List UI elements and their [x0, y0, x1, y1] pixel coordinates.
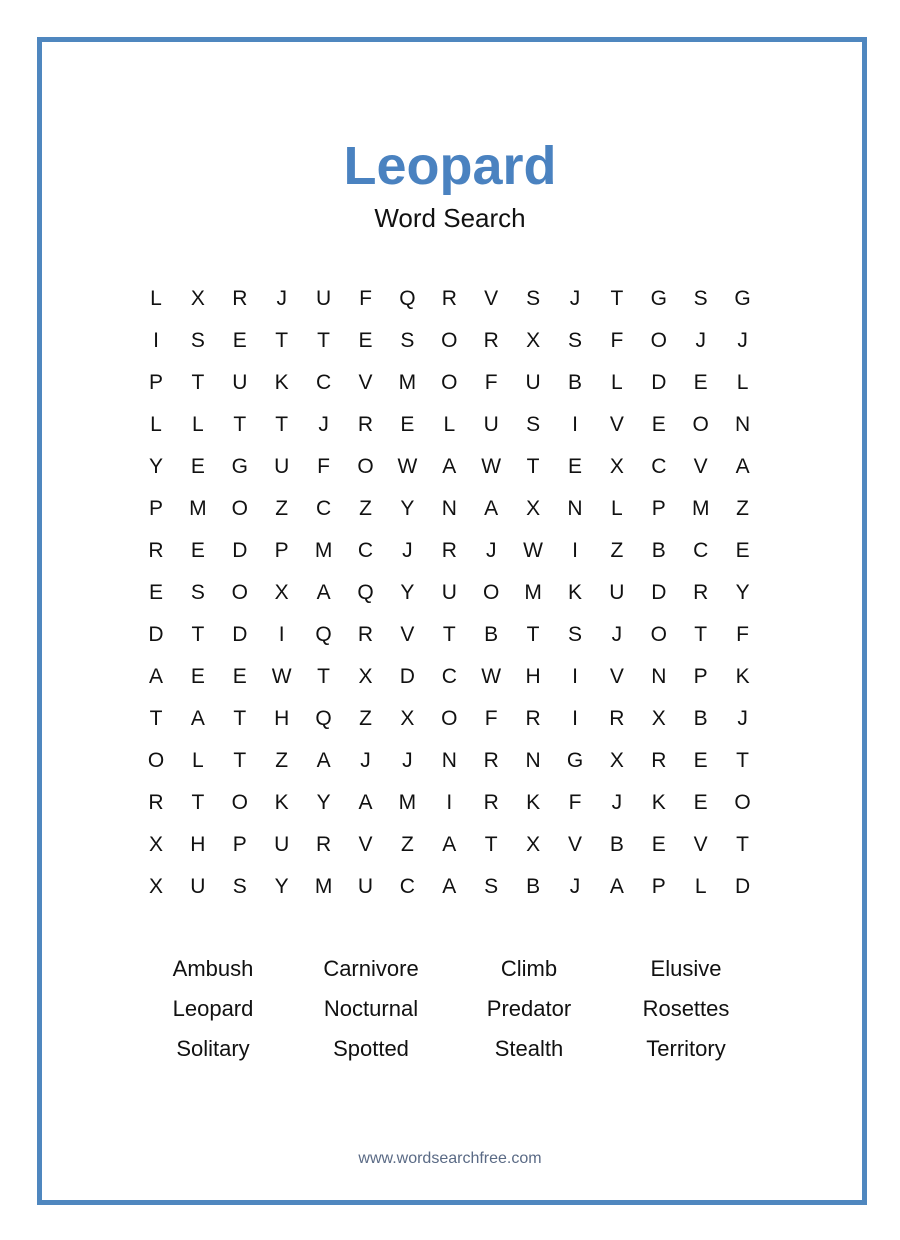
grid-letter[interactable]: T — [191, 623, 205, 646]
word-list-item: Elusive — [650, 956, 722, 981]
grid-letter[interactable]: B — [609, 833, 624, 856]
grid-letter[interactable]: C — [651, 455, 667, 478]
grid-letter[interactable]: D — [651, 371, 667, 394]
grid-letter[interactable]: J — [737, 329, 748, 352]
grid-letter[interactable]: H — [190, 833, 206, 856]
word-list-item: Leopard — [172, 996, 254, 1021]
grid-letter[interactable]: R — [651, 749, 667, 772]
grid-letter[interactable]: M — [189, 497, 207, 520]
grid-letter[interactable]: E — [693, 791, 708, 814]
grid-letter[interactable]: P — [148, 497, 163, 520]
grid-letter[interactable]: T — [233, 413, 247, 436]
grid-letter[interactable]: L — [694, 875, 707, 898]
grid-letter[interactable]: E — [651, 413, 666, 436]
puzzle-title: Leopard — [343, 136, 557, 196]
grid-letter[interactable]: T — [736, 833, 749, 856]
grid-letter[interactable]: T — [275, 329, 289, 352]
grid-letter[interactable]: R — [148, 791, 164, 814]
grid-letter[interactable]: Z — [359, 707, 372, 730]
grid-letter[interactable]: A — [358, 791, 373, 814]
grid-letter[interactable]: U — [274, 833, 290, 856]
word-list-item: Territory — [646, 1036, 726, 1061]
grid-letter[interactable]: E — [190, 455, 205, 478]
grid-letter[interactable]: I — [572, 707, 578, 730]
grid-letter[interactable]: X — [609, 749, 624, 772]
grid-letter[interactable]: T — [526, 623, 540, 646]
grid-letter[interactable]: R — [483, 749, 499, 772]
grid-letter[interactable]: S — [232, 875, 247, 898]
grid-letter[interactable]: A — [148, 665, 163, 688]
puzzle-subtitle: Word Search — [374, 203, 526, 233]
grid-letter[interactable]: O — [231, 581, 248, 604]
grid-letter[interactable]: U — [525, 371, 541, 394]
grid-letter[interactable]: V — [358, 833, 373, 856]
grid-letter[interactable]: A — [316, 749, 331, 772]
word-list-item: Rosettes — [642, 996, 730, 1021]
grid-letter[interactable]: Q — [315, 623, 332, 646]
grid-letter[interactable]: N — [735, 413, 751, 436]
grid-letter[interactable]: L — [611, 371, 623, 394]
grid-letter[interactable]: P — [651, 875, 666, 898]
grid-letter[interactable]: J — [611, 791, 623, 814]
grid-letter[interactable]: C — [441, 665, 457, 688]
grid-letter[interactable]: E — [358, 329, 373, 352]
grid-letter[interactable]: F — [317, 455, 330, 478]
grid-letter[interactable]: L — [192, 413, 204, 436]
grid-letter[interactable]: S — [190, 329, 205, 352]
grid-letter[interactable]: V — [693, 833, 708, 856]
grid-letter[interactable]: J — [485, 539, 497, 562]
grid-letter[interactable]: I — [572, 539, 578, 562]
grid-letter[interactable]: O — [734, 791, 751, 814]
grid-letter[interactable]: J — [318, 413, 329, 436]
grid-letter[interactable]: H — [525, 665, 541, 688]
grid-letter[interactable]: U — [190, 875, 206, 898]
grid-letter[interactable]: I — [572, 413, 578, 436]
grid-letter[interactable]: N — [525, 749, 541, 772]
grid-letter[interactable]: X — [526, 833, 541, 856]
grid-letter[interactable]: W — [481, 455, 502, 478]
grid-letter[interactable]: D — [232, 623, 248, 646]
word-list-item: Ambush — [172, 956, 254, 981]
word-list-item: Climb — [500, 956, 558, 981]
grid-letter[interactable]: I — [153, 329, 159, 352]
grid-letter[interactable]: I — [446, 791, 453, 814]
grid-letter[interactable]: F — [484, 371, 498, 394]
grid-letter[interactable]: S — [400, 329, 415, 352]
grid-letter[interactable]: G — [650, 287, 667, 310]
word-list-item: Spotted — [333, 1036, 409, 1061]
grid-letter[interactable]: F — [568, 791, 582, 814]
grid-letter[interactable]: D — [148, 623, 164, 646]
grid-letter[interactable]: J — [276, 287, 287, 310]
grid-letter[interactable]: V — [609, 413, 624, 436]
grid-letter[interactable]: J — [569, 875, 581, 898]
grid-letter[interactable]: S — [190, 581, 205, 604]
grid-letter[interactable]: D — [232, 539, 248, 562]
grid-letter[interactable]: O — [441, 371, 458, 394]
grid-letter[interactable]: Y — [316, 791, 331, 814]
grid-letter[interactable]: X — [400, 707, 415, 730]
grid-letter[interactable]: V — [609, 665, 624, 688]
grid-letter[interactable]: A — [484, 497, 499, 520]
grid-letter[interactable]: K — [567, 581, 582, 604]
grid-letter[interactable]: C — [399, 875, 415, 898]
grid-letter[interactable]: P — [148, 371, 163, 394]
grid-letter[interactable]: O — [231, 497, 248, 520]
grid-letter[interactable]: O — [231, 791, 248, 814]
grid-letter[interactable]: A — [442, 833, 457, 856]
grid-letter[interactable]: C — [316, 497, 332, 520]
grid-letter[interactable]: B — [484, 623, 499, 646]
grid-letter[interactable]: R — [441, 287, 457, 310]
grid-letter[interactable]: T — [317, 329, 330, 352]
grid-letter[interactable]: M — [398, 791, 417, 814]
grid-letter[interactable]: E — [190, 539, 205, 562]
grid-letter[interactable]: N — [441, 749, 457, 772]
grid-letter[interactable]: A — [190, 707, 205, 730]
grid-letter[interactable]: D — [735, 875, 751, 898]
grid-letter[interactable]: K — [651, 791, 666, 814]
grid-letter[interactable]: V — [567, 833, 582, 856]
grid-letter[interactable]: T — [317, 665, 330, 688]
grid-letter[interactable]: A — [442, 455, 457, 478]
grid-letter[interactable]: W — [271, 665, 292, 688]
grid-letter[interactable]: O — [147, 749, 165, 772]
grid-letter[interactable]: X — [651, 707, 666, 730]
grid-letter[interactable]: I — [572, 665, 578, 688]
grid-letter[interactable]: J — [695, 329, 706, 352]
word-list-item: Stealth — [494, 1036, 564, 1061]
grid-letter[interactable]: R — [525, 707, 541, 730]
grid-letter[interactable]: K — [735, 665, 750, 688]
grid-letter[interactable]: S — [567, 329, 582, 352]
grid-letter[interactable]: T — [736, 749, 749, 772]
grid-letter[interactable]: C — [316, 371, 332, 394]
grid-letter[interactable]: S — [693, 287, 708, 310]
grid-letter[interactable]: R — [483, 329, 499, 352]
grid-letter[interactable]: F — [736, 623, 749, 646]
grid-letter[interactable]: X — [274, 581, 289, 604]
grid-letter[interactable]: K — [274, 371, 289, 394]
grid-letter[interactable]: U — [357, 875, 374, 898]
grid-letter[interactable]: N — [651, 665, 667, 688]
grid-letter[interactable]: E — [232, 665, 247, 688]
grid-letter[interactable]: B — [693, 707, 708, 730]
grid-letter[interactable]: L — [611, 497, 623, 520]
grid-letter[interactable]: M — [314, 875, 333, 898]
grid-letter[interactable]: C — [357, 539, 374, 562]
word-list-item: Carnivore — [323, 956, 419, 981]
grid-letter[interactable]: Q — [357, 581, 374, 604]
grid-letter[interactable]: M — [691, 497, 710, 520]
grid-letter[interactable]: O — [650, 623, 667, 646]
grid-letter[interactable]: Y — [735, 581, 750, 604]
grid-letter[interactable]: U — [483, 413, 499, 436]
grid-letter[interactable]: X — [358, 665, 373, 688]
grid-letter[interactable]: E — [148, 581, 163, 604]
grid-letter[interactable]: Y — [400, 497, 415, 520]
grid-letter[interactable]: K — [526, 791, 541, 814]
grid-letter[interactable]: T — [442, 623, 456, 646]
grid-letter[interactable]: G — [566, 749, 584, 772]
grid-letter[interactable]: Y — [148, 455, 163, 478]
grid-letter[interactable]: L — [150, 413, 162, 436]
grid-letter[interactable]: U — [274, 455, 290, 478]
grid-letter[interactable]: U — [316, 287, 332, 310]
grid-letter[interactable]: L — [736, 371, 749, 394]
grid-letter[interactable]: F — [484, 707, 498, 730]
grid-letter[interactable]: E — [651, 833, 666, 856]
grid-letter[interactable]: O — [441, 707, 458, 730]
grid-letter[interactable]: V — [693, 455, 708, 478]
grid-letter[interactable]: E — [735, 539, 750, 562]
grid-letter[interactable]: X — [148, 833, 163, 856]
grid-letter[interactable]: O — [483, 581, 500, 604]
grid-letter[interactable]: T — [610, 287, 624, 310]
grid-letter[interactable]: W — [397, 455, 418, 478]
grid-letter[interactable]: R — [483, 791, 499, 814]
grid-letter[interactable]: Y — [274, 875, 289, 898]
grid-letter[interactable]: O — [441, 329, 458, 352]
grid-letter[interactable]: X — [148, 875, 163, 898]
grid-letter[interactable]: E — [190, 665, 205, 688]
grid-letter[interactable]: R — [357, 623, 374, 646]
grid-letter[interactable]: V — [484, 287, 499, 310]
grid-letter[interactable]: O — [692, 413, 709, 436]
grid-letter[interactable]: A — [442, 875, 457, 898]
grid-letter[interactable]: S — [526, 413, 541, 436]
grid-letter[interactable]: D — [651, 581, 667, 604]
footer-url[interactable]: www.wordsearchfree.com — [358, 1150, 542, 1167]
grid-letter[interactable]: X — [526, 329, 541, 352]
grid-letter[interactable]: J — [611, 623, 623, 646]
grid-letter[interactable]: W — [481, 665, 502, 688]
grid-letter[interactable]: Z — [736, 497, 749, 520]
grid-letter[interactable]: Z — [400, 833, 414, 856]
grid-letter[interactable]: Q — [315, 707, 332, 730]
grid-letter[interactable]: Y — [400, 581, 415, 604]
grid-letter[interactable]: Z — [359, 497, 372, 520]
grid-letter[interactable]: Q — [399, 287, 416, 310]
grid-letter[interactable]: L — [443, 413, 456, 436]
grid-letter[interactable]: D — [399, 665, 415, 688]
grid-letter[interactable]: R — [441, 539, 457, 562]
grid-letter[interactable]: R — [693, 581, 709, 604]
grid-letter[interactable]: Z — [275, 749, 289, 772]
grid-letter[interactable]: M — [524, 581, 542, 604]
grid-letter[interactable]: F — [610, 329, 624, 352]
grid-letter[interactable]: E — [567, 455, 582, 478]
grid-letter[interactable]: C — [693, 539, 709, 562]
grid-letter[interactable]: L — [192, 749, 204, 772]
grid-letter[interactable]: R — [148, 539, 164, 562]
grid-letter[interactable]: T — [233, 749, 247, 772]
grid-letter[interactable]: L — [150, 287, 162, 310]
grid-letter[interactable]: G — [231, 455, 248, 478]
grid-letter[interactable]: T — [191, 791, 205, 814]
grid-letter[interactable]: E — [693, 749, 708, 772]
grid-letter[interactable]: A — [316, 581, 331, 604]
grid-letter[interactable]: O — [650, 329, 667, 352]
grid-letter[interactable]: J — [737, 707, 748, 730]
grid-letter[interactable]: T — [484, 833, 498, 856]
grid-letter[interactable]: V — [358, 371, 373, 394]
grid-letter[interactable]: R — [609, 707, 625, 730]
grid-letter[interactable]: P — [274, 539, 289, 562]
grid-letter[interactable]: M — [398, 371, 417, 394]
grid-letter[interactable]: X — [526, 497, 541, 520]
grid-letter[interactable]: E — [693, 371, 708, 394]
grid-letter[interactable]: U — [441, 581, 457, 604]
grid-letter[interactable]: H — [274, 707, 290, 730]
grid-letter[interactable]: J — [402, 749, 413, 772]
grid-letter[interactable]: F — [359, 287, 372, 310]
word-list-item: Predator — [486, 996, 572, 1021]
grid-letter[interactable]: I — [278, 623, 285, 646]
grid-letter[interactable]: W — [523, 539, 543, 562]
grid-letter[interactable]: R — [357, 413, 374, 436]
grid-letter[interactable]: P — [693, 665, 708, 688]
grid-letter[interactable]: V — [400, 623, 415, 646]
grid-letter[interactable]: E — [232, 329, 247, 352]
grid-letter[interactable]: B — [651, 539, 666, 562]
grid-letter[interactable]: B — [567, 371, 582, 394]
grid-letter[interactable]: E — [400, 413, 415, 436]
grid-letter[interactable]: G — [734, 287, 751, 310]
grid-letter[interactable]: Z — [610, 539, 624, 562]
grid-letter[interactable]: T — [191, 371, 205, 394]
grid-letter[interactable]: S — [484, 875, 499, 898]
grid-letter[interactable]: J — [402, 539, 413, 562]
grid-letter[interactable]: J — [360, 749, 371, 772]
grid-letter[interactable]: R — [232, 287, 248, 310]
grid-letter[interactable]: N — [441, 497, 457, 520]
grid-letter[interactable]: S — [567, 623, 582, 646]
grid-letter[interactable]: T — [275, 413, 289, 436]
grid-letter[interactable]: S — [526, 287, 541, 310]
grid-letter[interactable]: N — [567, 497, 583, 520]
grid-letter[interactable]: T — [526, 455, 540, 478]
grid-letter[interactable]: A — [609, 875, 624, 898]
grid-letter[interactable]: K — [274, 791, 289, 814]
grid-letter[interactable]: U — [232, 371, 248, 394]
grid-letter[interactable]: X — [190, 287, 205, 310]
grid-letter[interactable]: X — [609, 455, 624, 478]
grid-letter[interactable]: A — [735, 455, 750, 478]
grid-letter[interactable]: M — [314, 539, 333, 562]
grid-letter[interactable]: O — [357, 455, 374, 478]
grid-letter[interactable]: R — [316, 833, 332, 856]
grid-letter[interactable]: B — [526, 875, 541, 898]
grid-letter[interactable]: J — [569, 287, 581, 310]
grid-letter[interactable]: T — [149, 707, 163, 730]
word-list-item: Solitary — [176, 1036, 250, 1061]
grid-letter[interactable]: P — [651, 497, 666, 520]
grid-letter[interactable]: T — [694, 623, 708, 646]
word-list-item: Nocturnal — [323, 996, 419, 1021]
grid-letter[interactable]: Z — [275, 497, 289, 520]
grid-letter[interactable]: U — [609, 581, 625, 604]
grid-letter[interactable]: T — [233, 707, 247, 730]
grid-letter[interactable]: P — [232, 833, 247, 856]
